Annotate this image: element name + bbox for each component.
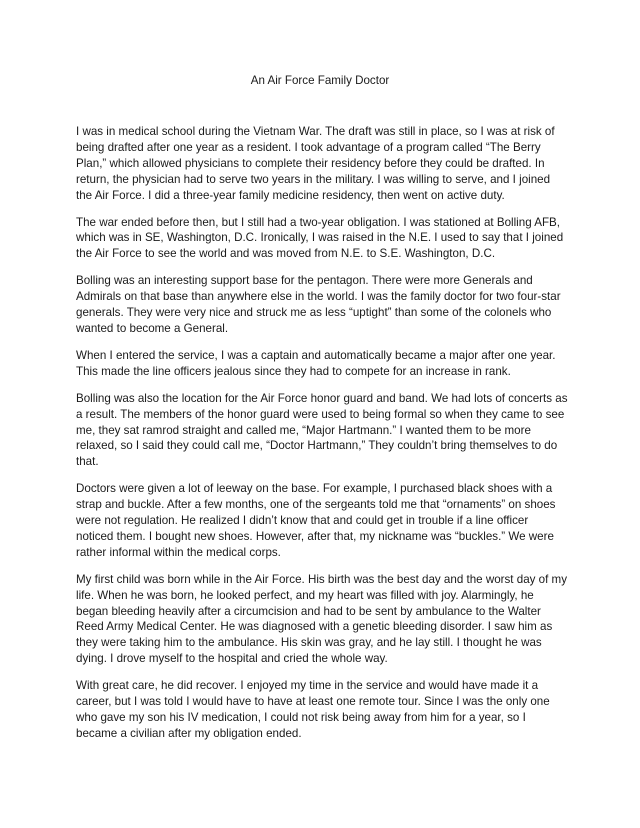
paragraph-2: The war ended before then, but I still had a two-year obligation. I was stationed at Bolling AFB, which was in SE, Washington, D.C. Ironically, I was raised in the N.E. I used to say that I joined the Air Force to see the world and was moved from N.E. to S.E. Washington, D.C. [76, 215, 564, 261]
paragraph-8: With great care, he did recover. I enjoyed my time in the service and would have made it a career, but I was told I would have to have at least one remote tour. Since I was the only one who gave my son his IV medication, I could not risk being away from him for a year, so I became a civilian after my obligation ended. [76, 679, 550, 740]
paragraph-4: When I entered the service, I was a captain and automatically became a major after one year. This made the line officers jealous since they had to compete for an increase in rank. [76, 348, 556, 378]
paragraph-6: Doctors were given a lot of leeway on the base. For example, I purchased black shoes with a strap and buckle. After a few months, one of the sergeants told me that “ornaments” on shoes were not regulation. He realized I didn’t know that and could get in trouble if a line officer noticed them. I bought new shoes. However, after that, my nickname was “buckles.” We were rather informal within the medical corps. [76, 482, 556, 559]
paragraph-7: My first child was born while in the Air Force. His birth was the best day and the worst day of my life. When he was born, he looked perfect, and my heart was filled with joy. Alarmingly, he began bleeding heavily after a circumcision and had to be sent by ambulance to the Walter Reed Army Medical Center. He was diagnosed with a genetic bleeding disorder. I saw him as they were taking him to the ambulance. His skin was gray, and he lay still. I thought he was dying. I drove myself to the hospital and cried the whole way. [76, 572, 568, 666]
document-title: An Air Force Family Doctor [250, 74, 390, 87]
paragraph-3: Bolling was an interesting support base for the pentagon. There were more Generals and Admirals on that base than anywhere else in the world. I was the family doctor for two four-star generals. They were very nice and struck me as less “uptight” than some of the colonels who wanted to become a General. [76, 274, 561, 335]
paragraph-5: Bolling was also the location for the Air Force honor guard and band. We had lots of concerts as a result. The members of the honor guard were used to being formal so when they came to see me, they sat ramrod straight and called me, “Major Hartmann.” I wanted them to be more relaxed, so I said they could call me, “Doctor Hartmann,” They couldn’t bring themselves to do that. [76, 391, 568, 469]
document-body [76, 124, 568, 753]
paragraph-1: I was in medical school during the Vietnam War. The draft was still in place, so I was at risk of being drafted after one year as a resident. I took advantage of a program called “The Berry Plan,” which allowed physicians to complete their residency before they could be drafted. In return, the physician had to serve two years in the military. I was willing to serve, and I joined the Air Force. I did a three-year family medicine residency, then went on active duty. [76, 125, 555, 202]
